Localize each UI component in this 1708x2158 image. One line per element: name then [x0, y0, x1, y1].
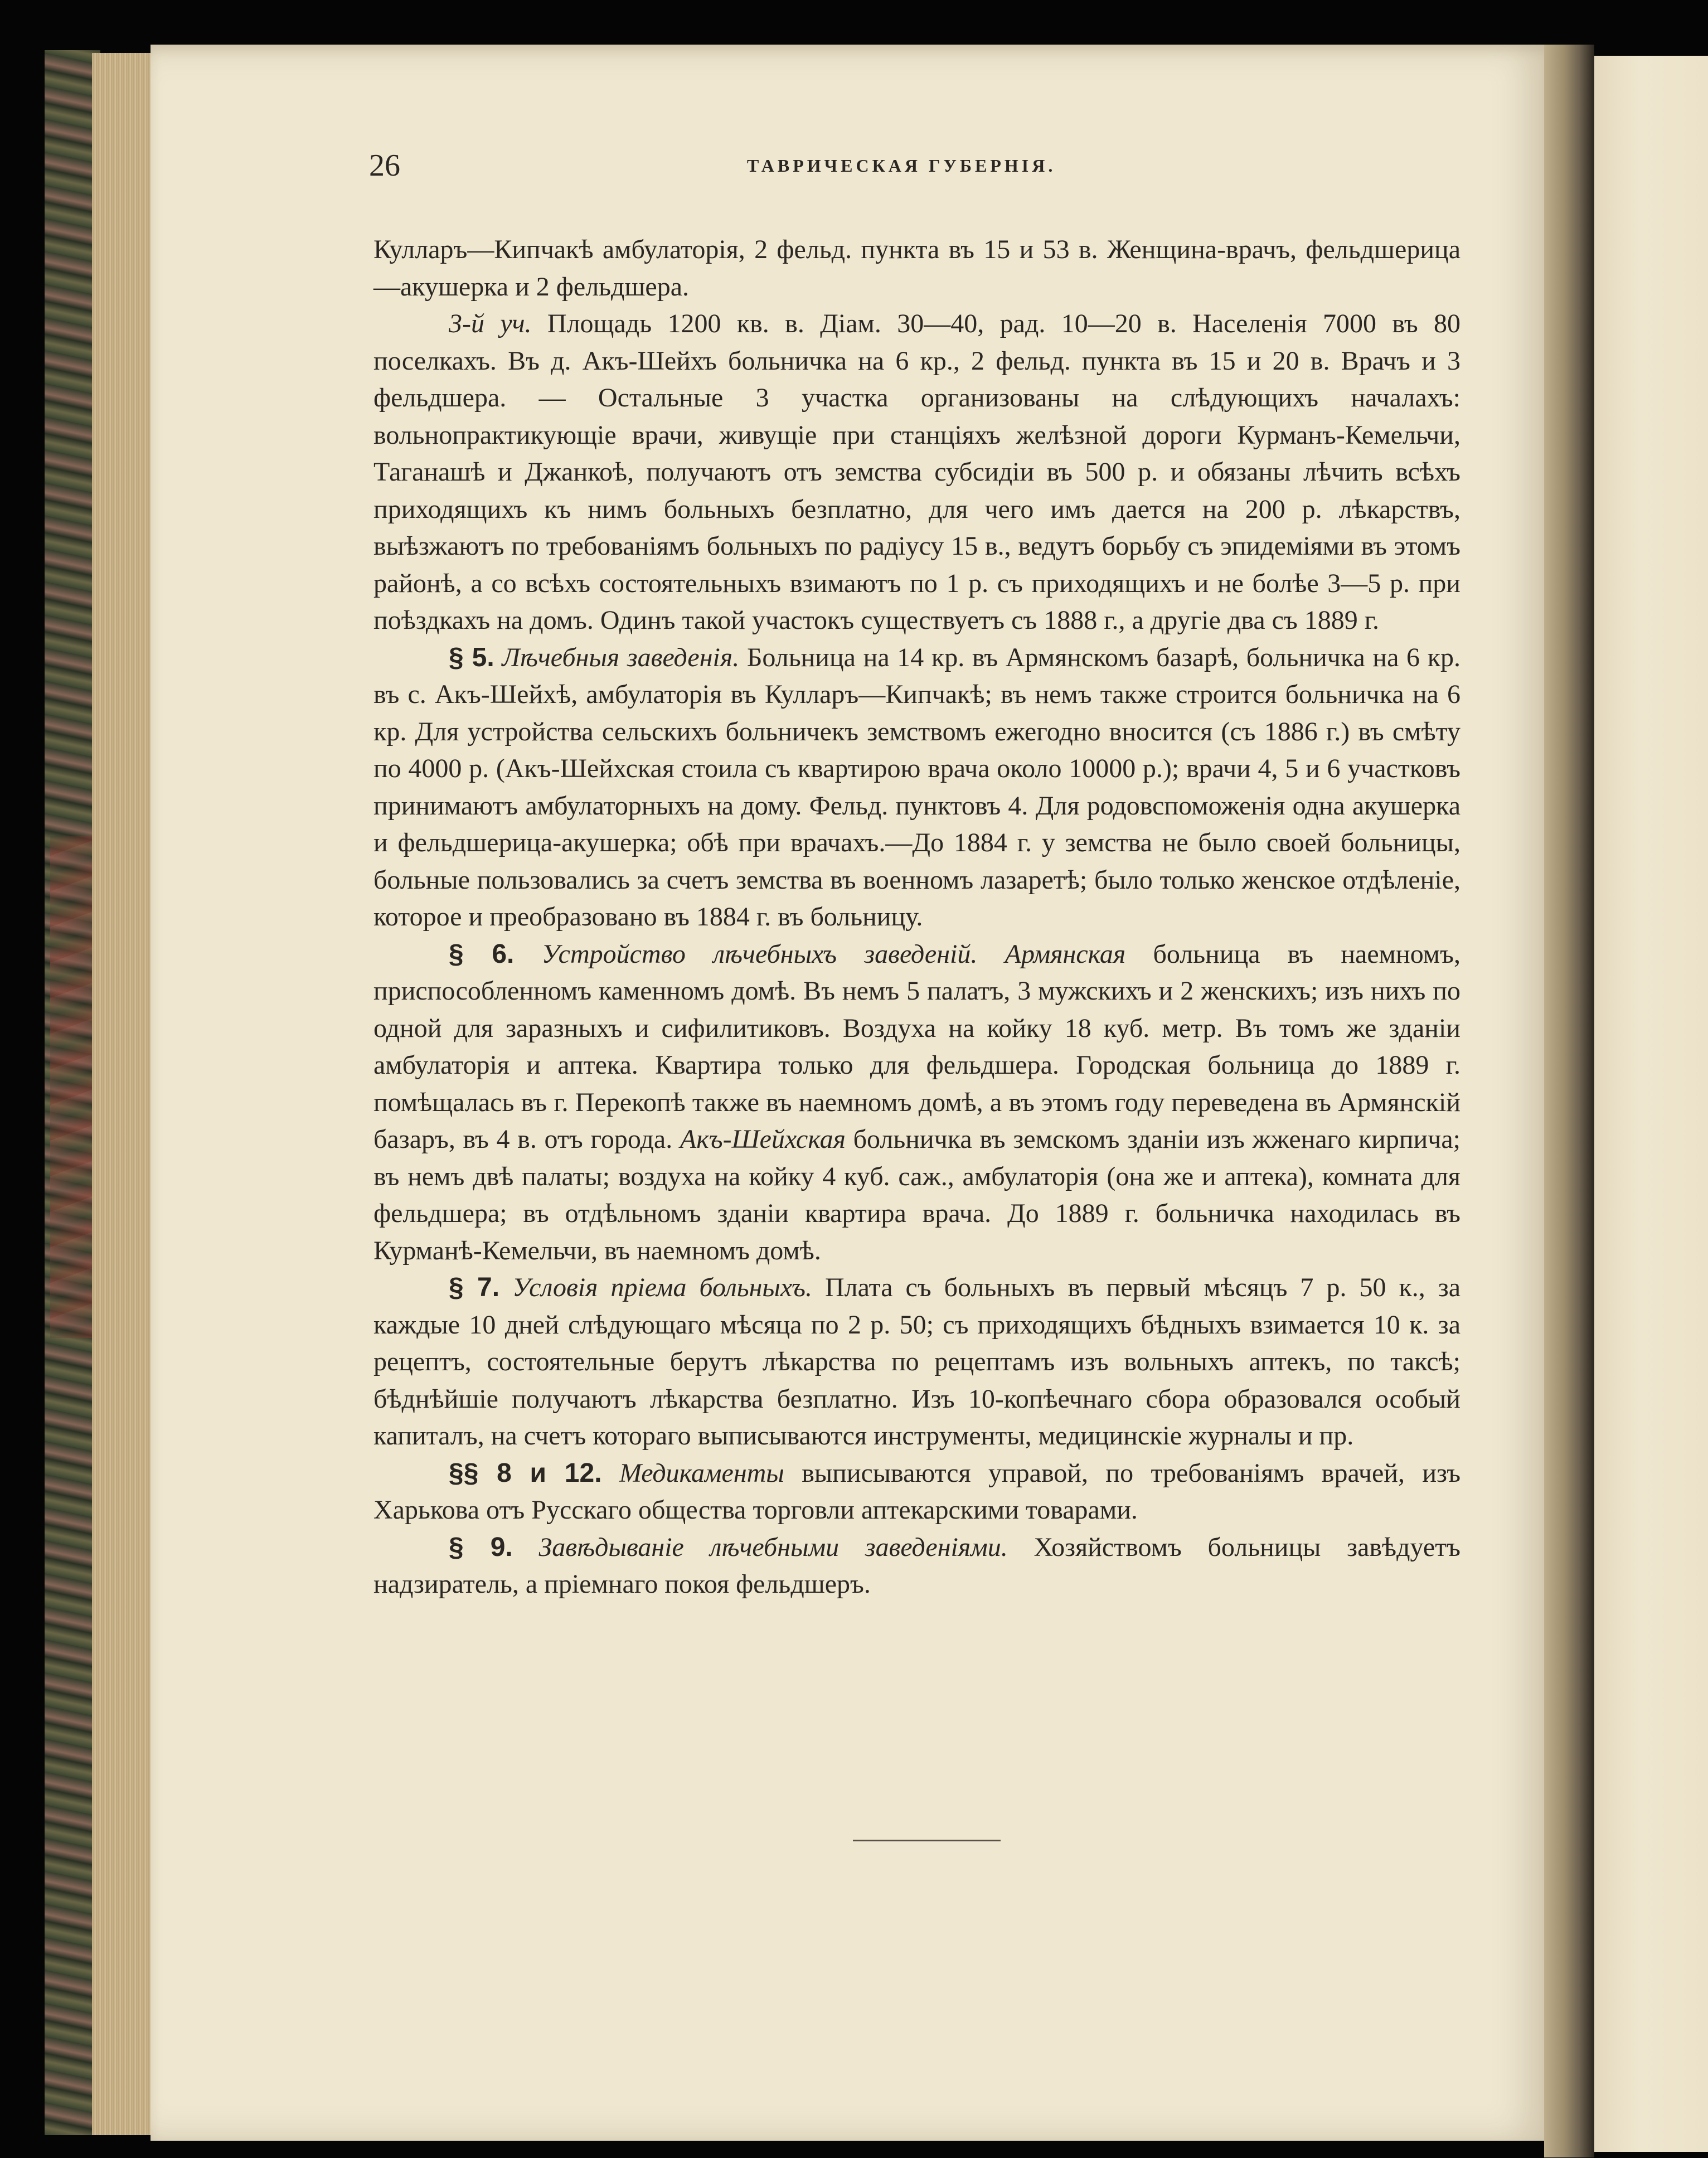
- page-number: 26: [369, 148, 400, 183]
- running-head: [369, 148, 1460, 192]
- section-6: [373, 936, 1460, 1270]
- section-mark: § 7.: [449, 1273, 500, 1302]
- section-title: Условія пріема больныхъ.: [512, 1273, 812, 1302]
- running-title: ТАВРИЧЕСКАЯ ГУБЕРНІЯ.: [747, 156, 1056, 176]
- section-mark: §§ 8 и 12.: [449, 1458, 602, 1488]
- paragraph-text: Площадь 1200 кв. в. Діам. 30—40, рад. 10—20 в. Населенія 7000 въ 80 поселкахъ. Въ д. Акъ-Шейхъ больничка на 6 кр., 2 фельд. пункта въ 15 и 20 в. Врачъ и 3 фельдшера. — Остальные 3 участка организованы на слѣдующихъ началахъ: вольнопрактикующіе врачи, живущіе при станціяхъ желѣзной дороги Курманъ-Кемельчи, Таганашѣ и Джанкоѣ, получаютъ отъ земства субсидіи въ 500 р. и обязаны лѣчить всѣхъ приходящихъ къ нимъ больныхъ безплатно, для чего имъ дается на 200 р. лѣкарствъ, выѣзжаютъ по требованіямъ больныхъ по радіусу 15 в., ведутъ борьбу съ эпидеміями въ этомъ районѣ, а со всѣхъ состоятельныхъ взимаютъ по 1 р. съ приходящихъ и не болѣе 3—5 р. при поѣздкахъ на домъ. Одинъ такой участокъ существуетъ съ 1888 г., а другіе два съ 1889 г.: [373, 309, 1460, 635]
- paragraph-text: больница въ наемномъ, приспособленномъ каменномъ домѣ. Въ немъ 5 палатъ, 3 мужскихъ и 2 женскихъ; изъ нихъ по одной для заразныхъ и сифилитиковъ. Воздуха на койку 18 куб. метр. Въ томъ же зданіи амбулаторія и аптека. Квартира только для фельдшера. Городская больница до 1889 г. помѣщалась въ г. Перекопѣ также въ наемномъ домѣ, а въ этомъ году переведена въ Армянскій базаръ, въ 4 в. отъ города.: [373, 939, 1460, 1154]
- book-gutter: [1544, 45, 1594, 2157]
- section-title: Медикаменты: [619, 1458, 784, 1488]
- section-9: [373, 1529, 1460, 1603]
- facing-page: [1594, 56, 1708, 2152]
- district-label: 3-й уч.: [449, 309, 532, 338]
- section-title: Устройство лѣчебныхъ заведеній. Армянская: [541, 939, 1126, 969]
- section-title: Лѣчебныя заведенія.: [502, 642, 740, 672]
- section-title: Завѣдываніе лѣчебными заведеніями.: [538, 1532, 1008, 1562]
- end-rule: [853, 1840, 1001, 1841]
- paragraph-text: Хозяйствомъ больницы завѣдуетъ надзиратель, а пріемнаго покоя фельдшеръ.: [373, 1532, 1460, 1599]
- paragraph-text: выписываются управой, по требованіямъ врачей, изъ Харькова отъ Русскаго общества торговли аптекарскими товарами.: [373, 1458, 1461, 1525]
- marbled-edge-accent: [50, 836, 95, 1338]
- section-mark: § 9.: [449, 1532, 513, 1562]
- section-subtitle: Акъ-Шейхская: [672, 1124, 846, 1154]
- paragraph-text: Кулларъ—Кипчакѣ амбулаторія, 2 фельд. пункта въ 15 и 53 в. Женщина-врачъ, фельдшерица—акушерка и 2 фельдшера.: [373, 235, 1460, 302]
- page-stack-edge: [92, 53, 153, 2135]
- section-8-12: [373, 1455, 1460, 1529]
- paragraph-text: Плата съ больныхъ въ первый мѣсяцъ 7 р. 50 к., за каждые 10 дней слѣдующаго мѣсяца по 2 р. 50; съ приходящихъ бѣдныхъ взимается 10 к. за рецептъ, состоятельные берутъ лѣкарства по рецептамъ изъ вольныхъ аптекъ, по таксѣ; бѣднѣйшіе получаютъ лѣкарства безплатно. Изъ 10-копѣечнаго сбора образовался особый капиталъ, на счетъ котораго выписываются инструменты, медицинскіе журналы и пр.: [373, 1273, 1461, 1451]
- paragraph-district-3: [373, 305, 1460, 639]
- section-mark: § 6.: [449, 939, 515, 969]
- paragraph-text-2: больничка въ земскомъ зданіи изъ жженаго кирпича; въ немъ двѣ палаты; воздуха на койку 4 куб. саж., амбулаторія (она же и аптека), комната для фельдшера; въ отдѣльномъ зданіи квартира врача. До 1889 г. больничка находилась въ Курманѣ-Кемельчи, въ наемномъ домѣ.: [373, 1124, 1460, 1265]
- section-mark: § 5.: [449, 642, 494, 672]
- page-text: [369, 148, 1461, 1603]
- paragraph-continuation: [373, 231, 1460, 305]
- section-7: [373, 1269, 1460, 1455]
- paragraph-text: Больница на 14 кр. въ Армянскомъ базарѣ, больничка на 6 кр. въ с. Акъ-Шейхѣ, амбулаторія въ Кулларъ—Кипчакѣ; въ немъ также строится больничка на 6 кр. Для устройства сельскихъ больничекъ земствомъ ежегодно вносится (съ 1886 г.) въ смѣту по 4000 р. (Акъ-Шейхская стоила съ квартирою врача около 10000 р.); врачи 4, 5 и 6 участковъ принимаютъ амбулаторныхъ на дому. Фельд. пунктовъ 4. Для родовспоможенія одна акушерка и фельдшерица-акушерка; обѣ при врачахъ.—До 1884 г. у земства не было своей больницы, больные пользовались за счетъ земства въ военномъ лазаретѣ; было только женское отдѣленіе, которое и преобразовано въ 1884 г. въ больницу.: [373, 642, 1461, 932]
- section-5: [373, 639, 1460, 936]
